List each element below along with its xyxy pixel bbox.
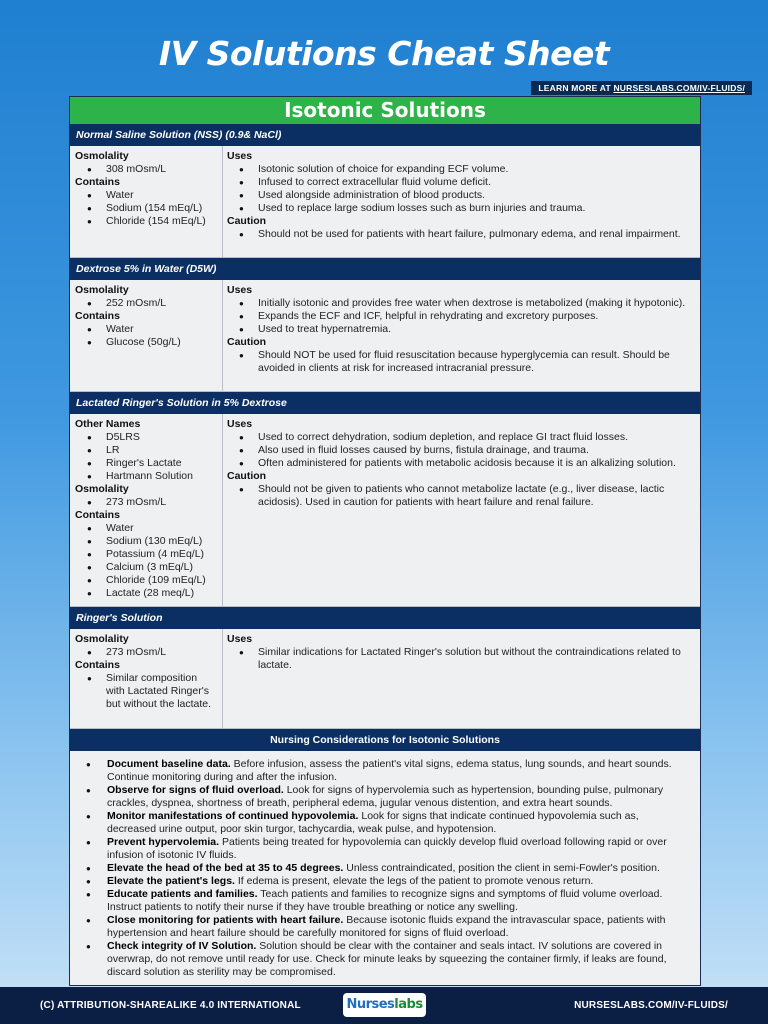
- nursing-considerations-heading: Nursing Considerations for Isotonic Solutions: [70, 729, 700, 751]
- nursing-item: [74, 810, 690, 836]
- nursing-item-text: If edema is present, elevate the legs of the patient to promote venous return.: [234, 875, 594, 887]
- nursing-item: [74, 758, 690, 784]
- list-item: ● Also used in fluid losses caused by burns, fistula drainage, and trauma.: [227, 444, 692, 457]
- page-title: IV Solutions Cheat Sheet: [158, 34, 610, 73]
- group-list: [75, 297, 218, 310]
- group-list: [75, 646, 218, 659]
- left-column: [70, 629, 223, 728]
- list-item: ● D5LRS: [75, 431, 218, 444]
- nursing-considerations-list: [70, 751, 700, 979]
- list-item: ● Sodium (154 mEq/L): [75, 202, 218, 215]
- nursing-item-text: Unless contraindicated, position the client in semi-Fowler's position.: [343, 862, 660, 874]
- group-label: Contains: [75, 509, 120, 521]
- group-list: [75, 672, 218, 711]
- list-item: ● Potassium (4 mEq/L): [75, 548, 218, 561]
- list-item: ● Lactate (28 meq/L): [75, 587, 218, 600]
- group-label: Caution: [227, 470, 267, 482]
- nursing-item-text: Look for signs of hypervolemia such as hypertension, bounding pulse, pulmonary crackles, dyspnea, shortness of breath, peripheral edema, jugular venous distention, and extra heart sounds.: [107, 784, 664, 809]
- license-text: (C) ATTRIBUTION-SHAREALIKE 4.0 INTERNATIONAL: [40, 1000, 301, 1011]
- group-list: [227, 163, 692, 215]
- group-label: Contains: [75, 176, 120, 188]
- list-item: ● Hartmann Solution: [75, 470, 218, 483]
- list-item: ● Often administered for patients with metabolic acidosis because it is an alkalizing solution.: [227, 457, 692, 470]
- right-column: [223, 629, 700, 728]
- list-item: ● Infused to correct extracellular fluid volume deficit.: [227, 176, 692, 189]
- list-item: ● Isotonic solution of choice for expanding ECF volume.: [227, 163, 692, 176]
- group-list: [227, 228, 692, 241]
- nurseslabs-logo[interactable]: [343, 993, 426, 1017]
- group-label: Uses: [227, 633, 253, 645]
- section-body: [70, 629, 700, 729]
- group-list: [75, 323, 218, 349]
- group-list: [75, 163, 218, 176]
- group-label: Other Names: [75, 418, 141, 430]
- learn-more-link[interactable]: NURSESLABS.COM/IV-FLUIDS/: [613, 83, 745, 93]
- nursing-item: [74, 914, 690, 940]
- nursing-item-title: Prevent hypervolemia.: [107, 836, 220, 848]
- nursing-item: [74, 784, 690, 810]
- list-item: ● Used alongside administration of blood products.: [227, 189, 692, 202]
- learn-more-banner[interactable]: [531, 81, 752, 95]
- nursing-item-title: Elevate the head of the bed at 35 to 45 degrees.: [107, 862, 344, 874]
- nursing-item: [74, 888, 690, 914]
- nursing-item-text: Patients being treated for hypovolemia can quickly develop fluid overload following rapid or over infusion of isotonic IV fluids.: [107, 836, 667, 861]
- list-item: ● Water: [75, 522, 218, 535]
- section-body: [70, 280, 700, 392]
- nursing-item-text: Look for signs that indicate continued hypovolemia such as, decreased urine output, poor skin turgor, tachycardia, weak pulse, and hypotension.: [107, 810, 639, 835]
- section-heading: Dextrose 5% in Water (D5W): [70, 258, 700, 280]
- cheat-sheet-card: [69, 96, 701, 986]
- group-label: Uses: [227, 284, 253, 296]
- section-heading: Ringer's Solution: [70, 607, 700, 629]
- section-body: [70, 414, 700, 607]
- list-item: ● Similar indications for Lactated Ringer's solution but without the contraindications related to lactate.: [227, 646, 692, 672]
- left-column: [70, 280, 223, 391]
- list-item: ● 273 mOsm/L: [75, 646, 218, 659]
- group-label: Caution: [227, 215, 267, 227]
- list-item: ● Used to treat hypernatremia.: [227, 323, 692, 336]
- group-list: [227, 431, 692, 470]
- list-item: ● Chloride (154 mEq/L): [75, 215, 218, 228]
- list-item: ● Expands the ECF and ICF, helpful in rehydrating and excretory purposes.: [227, 310, 692, 323]
- list-item: ● Glucose (50g/L): [75, 336, 218, 349]
- nursing-item-title: Monitor manifestations of continued hypovolemia.: [107, 810, 359, 822]
- group-label: Osmolality: [75, 633, 129, 645]
- solution-sections: [70, 124, 700, 729]
- section-body: [70, 146, 700, 258]
- learn-more-prefix: LEARN MORE AT: [538, 83, 614, 93]
- nursing-item: [74, 836, 690, 862]
- group-label: Contains: [75, 659, 120, 671]
- list-item: ● Similar composition with Lactated Ringer's but without the lactate.: [75, 672, 218, 711]
- right-column: [223, 414, 700, 606]
- section-heading: Lactated Ringer's Solution in 5% Dextrose: [70, 392, 700, 414]
- isotonic-header: Isotonic Solutions: [70, 97, 700, 124]
- nursing-item-title: Elevate the patient's legs.: [107, 875, 235, 887]
- list-item: ● 308 mOsm/L: [75, 163, 218, 176]
- nursing-item-text: Teach patients and families to recognize signs and symptoms of fluid volume overload. Instruct patients to notify their nurse if they have trouble breathing or notice any swelling.: [107, 888, 663, 913]
- group-list: [75, 431, 218, 483]
- right-column: [223, 280, 700, 391]
- group-list: [227, 483, 692, 509]
- list-item: ● 273 mOsm/L: [75, 496, 218, 509]
- nursing-item-title: Educate patients and families.: [107, 888, 258, 900]
- nursing-item-title: Observe for signs of fluid overload.: [107, 784, 284, 796]
- list-item: ● Chloride (109 mEq/L): [75, 574, 218, 587]
- list-item: ● Water: [75, 323, 218, 336]
- group-label: Osmolality: [75, 150, 129, 162]
- group-list: [227, 349, 692, 375]
- group-list: [75, 189, 218, 228]
- list-item: ● 252 mOsm/L: [75, 297, 218, 310]
- group-label: Uses: [227, 418, 253, 430]
- nursing-item-text: Because isotonic fluids expand the intravascular space, patients with hypertension and heart failure should be carefully monitored for signs of fluid overload.: [107, 914, 666, 939]
- group-list: [75, 496, 218, 509]
- footer-url[interactable]: NURSESLABS.COM/IV-FLUIDS/: [574, 1000, 728, 1011]
- list-item: ● Calcium (3 mEq/L): [75, 561, 218, 574]
- list-item: ● Used to correct dehydration, sodium depletion, and replace GI tract fluid losses.: [227, 431, 692, 444]
- nursing-item: [74, 862, 690, 875]
- nursing-item-text: Before infusion, assess the patient's vital signs, edema status, lung sounds, and heart sounds. Continue monitoring during and after the infusion.: [107, 758, 672, 783]
- nursing-item-title: Document baseline data.: [107, 758, 231, 770]
- list-item: ● LR: [75, 444, 218, 457]
- list-item: ● Should not be given to patients who cannot metabolize lactate (e.g., liver disease, lactic acidosis). Used in caution for patients with heart failure and renal failure.: [227, 483, 692, 509]
- logo-part-b: labs: [394, 997, 423, 1012]
- group-list: [227, 297, 692, 336]
- nursing-item-title: Close monitoring for patients with heart failure.: [107, 914, 344, 926]
- group-list: [75, 522, 218, 600]
- list-item: ● Sodium (130 mEq/L): [75, 535, 218, 548]
- nursing-item: [74, 875, 690, 888]
- list-item: ● Should NOT be used for fluid resuscitation because hyperglycemia can result. Should be avoided in clients at risk for increased intracranial pressure.: [227, 349, 692, 375]
- section-heading: Normal Saline Solution (NSS) (0.9& NaCl): [70, 124, 700, 146]
- group-list: [227, 646, 692, 672]
- nursing-item-title: Check integrity of IV Solution.: [107, 940, 257, 952]
- footer: [0, 987, 768, 1024]
- left-column: [70, 146, 223, 257]
- nursing-item-text: Solution should be clear with the container and seals intact. IV solutions are covered in overwrap, do not remove until ready for use. Check for minute leaks by squeezing the container firmly, if leaks are found, discard solution as sterility may be compromised.: [107, 940, 667, 978]
- group-label: Caution: [227, 336, 267, 348]
- list-item: ● Used to replace large sodium losses such as burn injuries and trauma.: [227, 202, 692, 215]
- logo-part-a: Nurses: [346, 997, 395, 1012]
- list-item: ● Initially isotonic and provides free water when dextrose is metabolized (making it hypotonic).: [227, 297, 692, 310]
- group-label: Uses: [227, 150, 253, 162]
- list-item: ● Water: [75, 189, 218, 202]
- group-label: Osmolality: [75, 483, 129, 495]
- list-item: ● Should not be used for patients with heart failure, pulmonary edema, and renal impairment.: [227, 228, 692, 241]
- list-item: ● Ringer's Lactate: [75, 457, 218, 470]
- left-column: [70, 414, 223, 606]
- group-label: Osmolality: [75, 284, 129, 296]
- right-column: [223, 146, 700, 257]
- group-label: Contains: [75, 310, 120, 322]
- nursing-item: [74, 940, 690, 979]
